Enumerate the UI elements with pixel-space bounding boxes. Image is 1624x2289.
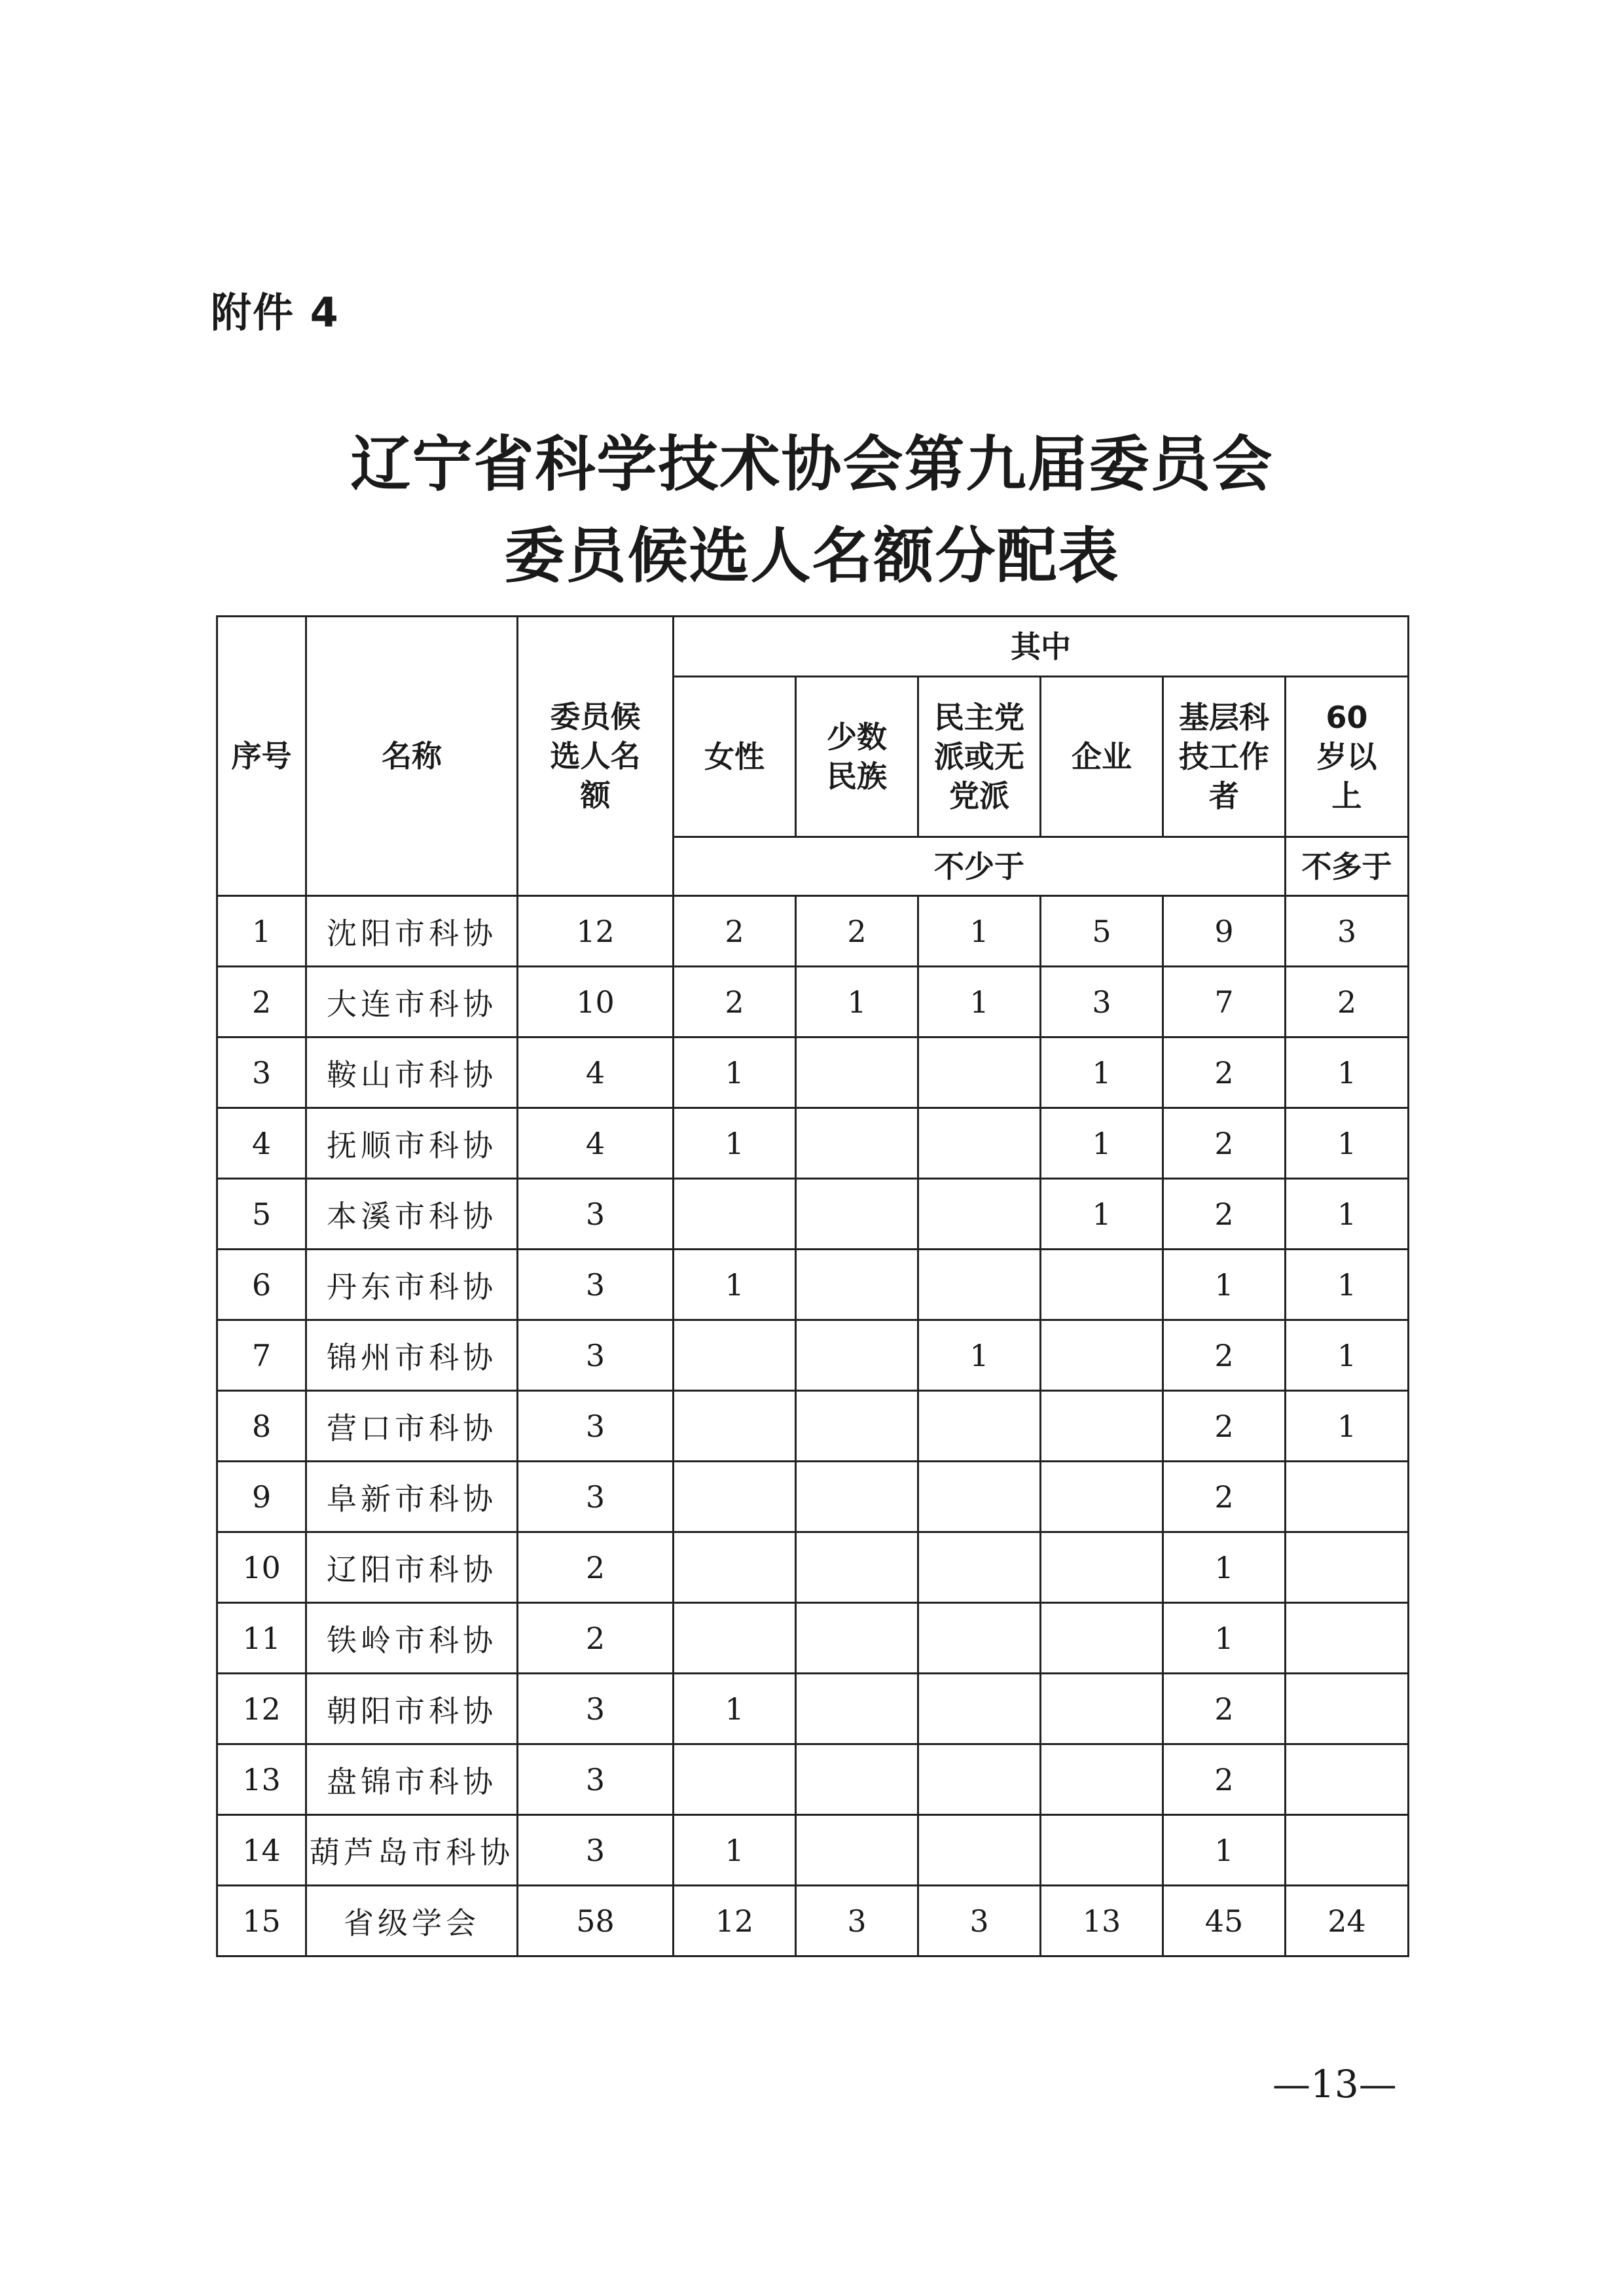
cell-quota: 3 (518, 1391, 674, 1462)
cell-seq: 4 (217, 1108, 306, 1179)
cell-minority (796, 1744, 918, 1815)
cell-female (674, 1391, 796, 1462)
cell-quota: 3 (518, 1674, 674, 1744)
attachment-label: 附件 4 (211, 289, 340, 336)
cell-name (306, 1462, 518, 1532)
cell-grassroots: 7 (1163, 967, 1286, 1037)
org-name: 本溪市科协 (327, 1198, 497, 1234)
header-name: 名称 (306, 617, 518, 896)
cell-over60: 3 (1286, 896, 1409, 967)
cell-name (306, 1391, 518, 1462)
cell-quota: 4 (518, 1037, 674, 1108)
cell-female: 1 (674, 1815, 796, 1886)
cell-enterprise (1041, 1320, 1163, 1391)
org-name: 丹东市科协 (327, 1269, 497, 1305)
cell-minority (796, 1674, 918, 1744)
cell-female (674, 1179, 796, 1250)
quota-allocation-table (216, 615, 1409, 1957)
table-row (217, 1886, 1409, 1956)
cell-minority (796, 1815, 918, 1886)
header-female: 女性 (674, 677, 796, 837)
cell-female (674, 1532, 796, 1603)
cell-female (674, 1462, 796, 1532)
cell-name (306, 1108, 518, 1179)
cell-party (918, 1391, 1041, 1462)
org-name: 大连市科协 (327, 986, 497, 1022)
cell-grassroots: 2 (1163, 1108, 1286, 1179)
cell-enterprise (1041, 1250, 1163, 1320)
org-name: 阜新市科协 (327, 1481, 497, 1517)
table-row (217, 1603, 1409, 1674)
cell-grassroots: 1 (1163, 1532, 1286, 1603)
org-name: 鞍山市科协 (327, 1056, 497, 1092)
cell-name (306, 967, 518, 1037)
cell-seq: 15 (217, 1886, 306, 1956)
cell-minority: 1 (796, 967, 918, 1037)
cell-quota: 3 (518, 1250, 674, 1320)
cell-over60 (1286, 1603, 1409, 1674)
cell-over60 (1286, 1462, 1409, 1532)
cell-over60: 1 (1286, 1391, 1409, 1462)
cell-grassroots: 1 (1163, 1603, 1286, 1674)
cell-over60 (1286, 1674, 1409, 1744)
cell-female: 1 (674, 1037, 796, 1108)
cell-over60: 2 (1286, 967, 1409, 1037)
cell-quota: 10 (518, 967, 674, 1037)
cell-minority (796, 1250, 918, 1320)
cell-quota: 58 (518, 1886, 674, 1956)
header-minority: 少数民族 (796, 677, 918, 837)
cell-party (918, 1250, 1041, 1320)
cell-seq: 2 (217, 967, 306, 1037)
cell-party (918, 1108, 1041, 1179)
cell-enterprise: 1 (1041, 1037, 1163, 1108)
cell-female: 2 (674, 896, 796, 967)
cell-grassroots: 2 (1163, 1462, 1286, 1532)
cell-seq: 13 (217, 1744, 306, 1815)
table-row (217, 1320, 1409, 1391)
table-row (217, 1815, 1409, 1886)
cell-quota: 3 (518, 1320, 674, 1391)
header-among: 其中 (674, 617, 1409, 677)
table-row (217, 896, 1409, 967)
org-name: 盘锦市科协 (327, 1763, 497, 1799)
cell-female (674, 1744, 796, 1815)
cell-name (306, 1320, 518, 1391)
header-not-less-than: 不少于 (674, 837, 1286, 896)
table-row (217, 1250, 1409, 1320)
table-row (217, 967, 1409, 1037)
cell-enterprise: 1 (1041, 1108, 1163, 1179)
cell-seq: 9 (217, 1462, 306, 1532)
cell-grassroots: 2 (1163, 1179, 1286, 1250)
table-row (217, 1108, 1409, 1179)
cell-seq: 5 (217, 1179, 306, 1250)
cell-minority: 2 (796, 896, 918, 967)
cell-name (306, 1532, 518, 1603)
header-grassroots: 基层科技工作者 (1163, 677, 1286, 837)
cell-over60: 24 (1286, 1886, 1409, 1956)
header-not-more-than: 不多于 (1286, 837, 1409, 896)
cell-grassroots: 2 (1163, 1037, 1286, 1108)
org-name: 沈阳市科协 (327, 915, 497, 951)
cell-seq: 8 (217, 1391, 306, 1462)
page-title-line-2: 委员候选人名额分配表 (504, 520, 1120, 591)
cell-name (306, 1250, 518, 1320)
cell-over60: 1 (1286, 1179, 1409, 1250)
cell-grassroots: 45 (1163, 1886, 1286, 1956)
header-seq: 序号 (217, 617, 306, 896)
cell-enterprise (1041, 1603, 1163, 1674)
cell-enterprise: 1 (1041, 1179, 1163, 1250)
cell-over60: 1 (1286, 1320, 1409, 1391)
cell-over60: 1 (1286, 1250, 1409, 1320)
org-name: 锦州市科协 (327, 1339, 497, 1375)
page-title-line-1: 辽宁省科学技术协会第九届委员会 (350, 429, 1274, 499)
cell-seq: 6 (217, 1250, 306, 1320)
cell-grassroots: 9 (1163, 896, 1286, 967)
header-quota: 委员候选人名额 (518, 617, 674, 896)
cell-grassroots: 2 (1163, 1391, 1286, 1462)
cell-enterprise (1041, 1391, 1163, 1462)
cell-over60 (1286, 1744, 1409, 1815)
cell-seq: 7 (217, 1320, 306, 1391)
cell-seq: 3 (217, 1037, 306, 1108)
cell-enterprise: 5 (1041, 896, 1163, 967)
table-row (217, 1037, 1409, 1108)
cell-party (918, 1037, 1041, 1108)
cell-female (674, 1320, 796, 1391)
header-over60: 60 岁以上 (1286, 677, 1409, 837)
cell-party (918, 1744, 1041, 1815)
cell-party (918, 1179, 1041, 1250)
cell-over60 (1286, 1532, 1409, 1603)
cell-over60 (1286, 1815, 1409, 1886)
org-name: 葫芦岛市科协 (310, 1834, 514, 1870)
cell-party: 1 (918, 1320, 1041, 1391)
cell-minority (796, 1037, 918, 1108)
cell-minority (796, 1603, 918, 1674)
cell-seq: 1 (217, 896, 306, 967)
table-row (217, 1179, 1409, 1250)
cell-quota: 2 (518, 1532, 674, 1603)
cell-name (306, 1179, 518, 1250)
table-row (217, 1462, 1409, 1532)
org-name: 朝阳市科协 (327, 1693, 497, 1729)
cell-female (674, 1603, 796, 1674)
org-name: 省级学会 (344, 1905, 480, 1941)
org-name: 抚顺市科协 (327, 1127, 497, 1163)
cell-party: 1 (918, 967, 1041, 1037)
cell-minority (796, 1320, 918, 1391)
cell-female: 12 (674, 1886, 796, 1956)
cell-over60: 1 (1286, 1037, 1409, 1108)
cell-seq: 11 (217, 1603, 306, 1674)
cell-name (306, 1815, 518, 1886)
cell-grassroots: 1 (1163, 1815, 1286, 1886)
cell-grassroots: 2 (1163, 1674, 1286, 1744)
cell-quota: 3 (518, 1179, 674, 1250)
cell-minority (796, 1462, 918, 1532)
cell-party (918, 1532, 1041, 1603)
cell-party: 3 (918, 1886, 1041, 1956)
cell-name (306, 1037, 518, 1108)
cell-grassroots: 1 (1163, 1250, 1286, 1320)
cell-quota: 3 (518, 1815, 674, 1886)
cell-enterprise: 13 (1041, 1886, 1163, 1956)
cell-minority (796, 1391, 918, 1462)
cell-name (306, 1603, 518, 1674)
header-party: 民主党派或无党派 (918, 677, 1041, 837)
cell-party (918, 1674, 1041, 1744)
table-row (217, 1674, 1409, 1744)
cell-enterprise (1041, 1532, 1163, 1603)
cell-minority: 3 (796, 1886, 918, 1956)
cell-quota: 3 (518, 1462, 674, 1532)
cell-female: 1 (674, 1108, 796, 1179)
cell-enterprise (1041, 1744, 1163, 1815)
org-name: 辽阳市科协 (327, 1551, 497, 1587)
cell-party (918, 1815, 1041, 1886)
cell-name (306, 896, 518, 967)
cell-enterprise: 3 (1041, 967, 1163, 1037)
cell-name (306, 1886, 518, 1956)
cell-minority (796, 1108, 918, 1179)
table-row (217, 1391, 1409, 1462)
cell-minority (796, 1179, 918, 1250)
cell-quota: 4 (518, 1108, 674, 1179)
cell-enterprise (1041, 1815, 1163, 1886)
org-name: 铁岭市科协 (327, 1622, 497, 1658)
cell-over60: 1 (1286, 1108, 1409, 1179)
cell-party (918, 1462, 1041, 1532)
cell-name (306, 1744, 518, 1815)
cell-name (306, 1674, 518, 1744)
cell-female: 1 (674, 1674, 796, 1744)
cell-quota: 2 (518, 1603, 674, 1674)
cell-enterprise (1041, 1674, 1163, 1744)
cell-quota: 3 (518, 1744, 674, 1815)
org-name: 营口市科协 (327, 1410, 497, 1446)
header-enterprise: 企业 (1041, 677, 1163, 837)
cell-party (918, 1603, 1041, 1674)
cell-female: 1 (674, 1250, 796, 1320)
cell-grassroots: 2 (1163, 1320, 1286, 1391)
cell-seq: 12 (217, 1674, 306, 1744)
cell-female: 2 (674, 967, 796, 1037)
cell-grassroots: 2 (1163, 1744, 1286, 1815)
cell-seq: 10 (217, 1532, 306, 1603)
table-row (217, 1744, 1409, 1815)
cell-quota: 12 (518, 896, 674, 967)
cell-party: 1 (918, 896, 1041, 967)
cell-enterprise (1041, 1462, 1163, 1532)
cell-minority (796, 1532, 918, 1603)
table-row (217, 1532, 1409, 1603)
page-number: —13— (1272, 2062, 1397, 2106)
cell-seq: 14 (217, 1815, 306, 1886)
